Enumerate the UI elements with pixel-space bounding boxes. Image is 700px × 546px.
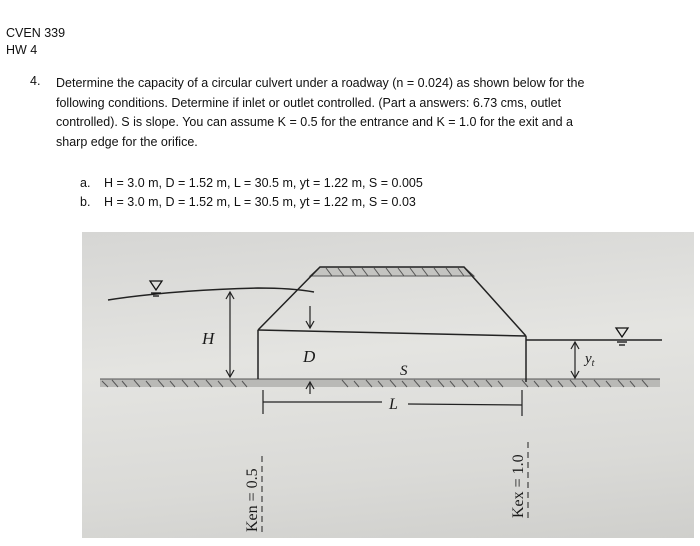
- culvert-diagram-photo: [82, 232, 694, 538]
- homework-label: HW 4: [6, 43, 38, 57]
- label-h: H: [202, 329, 215, 348]
- h-dimension: [226, 292, 234, 377]
- question-line: sharp edge for the orifice.: [56, 134, 198, 149]
- headwater-surface: [108, 288, 314, 300]
- water-symbol-right: [616, 328, 628, 345]
- question-text: [56, 74, 656, 152]
- label-l: L: [389, 396, 398, 413]
- road-hatching: [310, 267, 474, 276]
- question-line: Determine the capacity of a circular culvert under a roadway (n = 0.024) as shown below for the: [56, 76, 585, 90]
- question-line: following conditions. Determine if inlet or outlet controlled. (Part a answers: 6.73 cms, outlet: [56, 95, 562, 110]
- question-number: 4.: [30, 74, 41, 88]
- course-title: CVEN 339: [6, 26, 66, 40]
- part-label: a.: [80, 176, 91, 190]
- culvert-diagram: [82, 232, 694, 538]
- parts-list: [80, 174, 423, 212]
- culvert-pipe: [258, 330, 526, 382]
- label-s: S: [400, 363, 408, 379]
- ground-band: [100, 379, 660, 387]
- label-yt: $y_t$: [585, 351, 595, 369]
- label-kex: Kex = 1.0: [510, 454, 527, 518]
- part-b: [80, 193, 423, 212]
- label-d: D: [303, 347, 316, 366]
- part-text: H = 3.0 m, D = 1.52 m, L = 30.5 m, yt = 1.22 m, S = 0.005: [104, 176, 423, 190]
- yt-dimension: [571, 342, 579, 378]
- part-a: [80, 174, 423, 193]
- question-line: controlled). S is slope. You can assume K = 0.5 for the entrance and K = 1.0 for the exit and a: [56, 115, 573, 129]
- label-ken: Ken = 0.5: [244, 468, 261, 532]
- embankment-outline: [258, 267, 526, 336]
- part-label: b.: [80, 195, 91, 209]
- part-text: H = 3.0 m, D = 1.52 m, L = 30.5 m, yt = 1.22 m, S = 0.03: [104, 195, 416, 209]
